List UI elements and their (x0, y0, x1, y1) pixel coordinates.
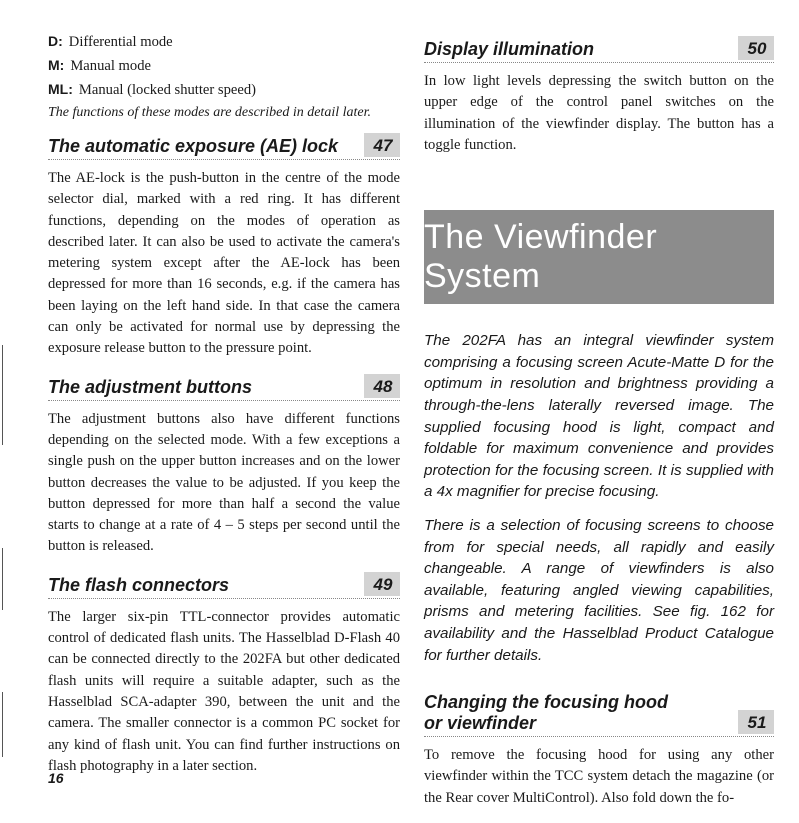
section-number-badge: 47 (364, 133, 400, 157)
mode-label: Manual (locked shutter speed) (78, 82, 256, 98)
section-heading (424, 36, 774, 63)
mode-item (48, 78, 400, 102)
mode-key: D: (48, 33, 63, 49)
mode-key: M: (48, 57, 65, 73)
section-changing-hood (424, 692, 774, 809)
section-title-line: Changing the focusing hood (424, 692, 668, 713)
intro-paragraph: There is a selection of focusing screens to choose from for special needs, all rapidly and easily changeable. A range of viewfinders is also available, featuring angled viewing capabilities, prisms and metering facilities. See fig. 162 for availability and the Hasselblad Product Catalogue for further details. (424, 516, 774, 664)
scan-edge-mark (2, 345, 3, 445)
section-body: In low light levels depressing the switch button on the upper edge of the control panel switches on the illumination of the viewfinder display. The button has a toggle function. (424, 73, 774, 153)
section-number-badge: 50 (738, 36, 774, 60)
section-title: The adjustment buttons (48, 376, 252, 397)
section-ae-lock (48, 133, 400, 360)
mode-item (48, 30, 400, 54)
right-column (424, 30, 774, 823)
section-body: The larger six-pin TTL-connector provides automatic control of dedicated flash units. The Hasselblad D-Flash 40 can be connected directly to the 202FA but other dedicated flash units will require a suitable adapter, such as the Hasselblad SCA-adapter 390, between the unit and the camera. The smaller connector is a common PC socket for any kind of flash unit. You can find further instructions on flash photography in a later section. (48, 608, 400, 774)
chapter-banner: The Viewfinder System (424, 210, 774, 304)
section-number-badge: 51 (738, 710, 774, 734)
section-title: The automatic exposure (AE) lock (48, 136, 339, 156)
section-title: The flash connectors (48, 574, 230, 595)
section-heading (48, 572, 400, 599)
section-heading (48, 374, 400, 401)
section-adjustment-buttons (48, 374, 400, 558)
section-title-line: or viewfinder (424, 713, 537, 734)
section-title (424, 692, 668, 734)
section-body: The adjustment buttons also have different functions depending on the selected mode. With a few exceptions a single push on the upper button increases and on the lower button decreases the value to be adjusted. If you keep the button depressed for more than half a second the value starts to change at a rate of 4 – 5 steps per second until the button is released. (48, 410, 400, 555)
section-heading (424, 692, 774, 737)
mode-label: Differential mode (68, 34, 173, 50)
scan-edge-mark (2, 548, 3, 610)
mode-key: ML: (48, 81, 73, 97)
section-number-badge: 48 (364, 374, 400, 398)
mode-item (48, 54, 400, 78)
page-number: 16 (48, 770, 64, 786)
section-flash-connectors (48, 572, 400, 777)
scan-edge-mark (2, 692, 3, 757)
section-body: To remove the focusing hood for using any other viewfinder within the TCC system detach the magazine (or the Rear cover MultiControl). Also fold down the fo- (424, 747, 774, 806)
modes-note: The functions of these modes are described in detail later. (48, 105, 371, 120)
modes-list (48, 30, 400, 123)
left-column (48, 30, 400, 791)
section-body: The AE-lock is the push-button in the centre of the mode selector dial, marked with a red ring. It has different functions, depending on the modes of operation as described later. It can also be used to activate the camera's metering system except after the AE-lock has been depressed for more than 16 seconds, e.g. if the camera has been laying on the left hand side. In that case the camera can only be activated for normal use by depressing the exposure release button to the pressure point. (48, 170, 400, 357)
section-title: Display illumination (424, 39, 595, 59)
intro-paragraph: The 202FA has an integral viewfinder system comprising a focusing screen Acute-Matte D for the optimum in resolution and brightness providing a through-the-lens laterally reversed image. The supplied focusing hood is light, compact and foldable for maximum convenience and provides protection for the focusing screen. It is supplied with a 4x magnifier for precise focusing. (424, 332, 774, 501)
section-number-badge: 49 (364, 572, 400, 596)
section-heading (48, 133, 400, 160)
section-display-illumination (424, 36, 774, 156)
mode-label: Manual mode (70, 58, 151, 74)
